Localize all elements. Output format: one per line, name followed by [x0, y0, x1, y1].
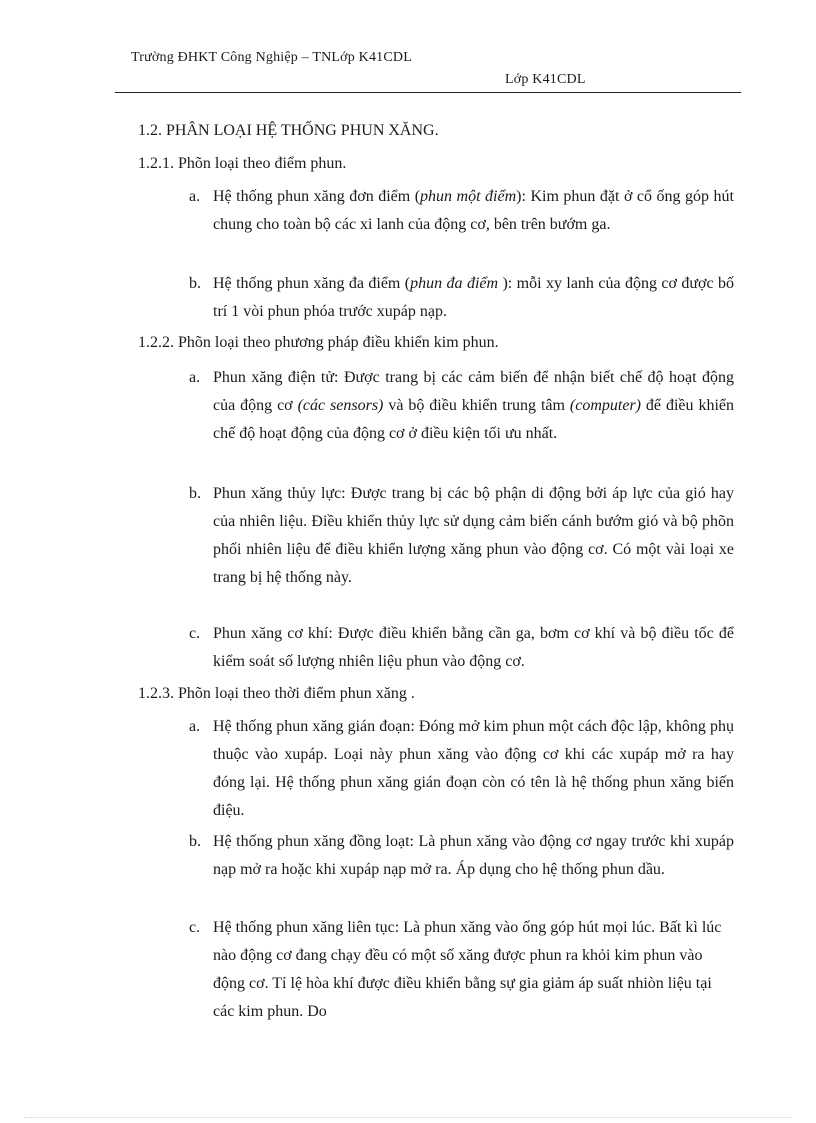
- list-marker: a.: [189, 718, 201, 735]
- list-item: [189, 183, 734, 239]
- list-item-text: Hệ thống phun xăng đơn điểm (phun một điểm): Kim phun đặt ở cổ ống góp hút chung cho toàn bộ các xi lanh của động cơ, bên trên bướm ga.: [213, 188, 734, 233]
- list-item-text: Phun xăng thủy lực: Được trang bị các bộ phận di động bởi áp lực của gió hay của nhiên liệu. Điều khiển thủy lực sử dụng cảm biến cánh bướm gió và bộ phõn phối nhiên liệu để điều khiển lượng xăng phun vào động cơ. Có một vài loại xe trang bị hệ thống này.: [213, 485, 734, 586]
- list-marker: a.: [189, 369, 201, 386]
- list-item-text: Phun xăng điện tử: Được trang bị các cảm biến để nhận biết chế độ hoạt động của động cơ (các sensors) và bộ điều khiển trung tâm (computer) để điều khiển chế độ hoạt động của động cơ ở điều kiện tối ưu nhất.: [213, 369, 735, 442]
- list-item-text: Phun xăng cơ khí: Được điều khiển bằng cần ga, bơm cơ khí và bộ điều tốc để kiểm soát số lượng nhiên liệu phun vào động cơ.: [213, 625, 734, 670]
- list-item: [189, 914, 734, 1026]
- list-item: [189, 828, 734, 884]
- page-footer-border: [24, 1117, 792, 1118]
- list-marker: c.: [189, 625, 201, 642]
- list-marker: c.: [189, 919, 201, 936]
- list-item: [189, 480, 734, 592]
- subsection-title-1-2-1: 1.2.1. Phõn loại theo điểm phun.: [138, 155, 347, 172]
- list-marker: a.: [189, 188, 201, 205]
- list-item: [189, 270, 734, 326]
- list-item: [189, 713, 734, 825]
- italic-term: phun một điểm: [420, 188, 517, 205]
- list-item-text: Hệ thống phun xăng đa điểm (phun đa điểm ): mỗi xy lanh của động cơ được bố trí 1 vòi phun phóa trước xupáp nạp.: [213, 275, 735, 320]
- list-item-text: Hệ thống phun xăng gián đoạn: Đóng mở kim phun một cách độc lập, không phụ thuộc vào xupáp. Loại này phun xăng vào động cơ khi các xupáp mở ra hay đóng lại. Hệ thống phun xăng gián đoạn còn có tên là hệ thống phun xăng biến điệu.: [213, 718, 734, 819]
- list-item: [189, 620, 734, 676]
- italic-term: (computer): [569, 397, 641, 414]
- list-marker: b.: [189, 833, 201, 850]
- list-item-text: Hệ thống phun xăng đồng loạt: Là phun xăng vào động cơ ngay trước khi xupáp nạp mở ra hoặc khi xupáp nạp mở ra. Áp dụng cho hệ thống phun dầu.: [213, 833, 734, 878]
- list-item-text: Hệ thống phun xăng liên tục: Là phun xăng vào ống góp hút mọi lúc. Bất kì lúc nào động cơ đang chạy đều có một số xăng được phun ra khỏi kim phun vào động cơ. Tỉ lệ hòa khí được điều khiển bằng sự gia giảm áp suất nhiòn liệu tại các kim phun. Do: [213, 919, 722, 1020]
- italic-term: (các sensors): [297, 397, 384, 414]
- italic-term: phun đa điểm: [410, 275, 499, 292]
- section-title: 1.2. PHÂN LOẠI HỆ THỐNG PHUN XĂNG.: [138, 122, 439, 139]
- subsection-title-1-2-2: 1.2.2. Phõn loại theo phương pháp điều khiển kim phun.: [138, 334, 499, 351]
- header-school-name: Trường ĐHKT Công Nghiệp – TNLớp K41CDL: [131, 50, 412, 65]
- subsection-title-1-2-3: 1.2.3. Phõn loại theo thời điểm phun xăng .: [138, 685, 415, 702]
- list-item: [189, 364, 734, 448]
- list-marker: b.: [189, 275, 201, 292]
- list-marker: b.: [189, 485, 201, 502]
- header-class-name: Lớp K41CDL: [505, 72, 586, 87]
